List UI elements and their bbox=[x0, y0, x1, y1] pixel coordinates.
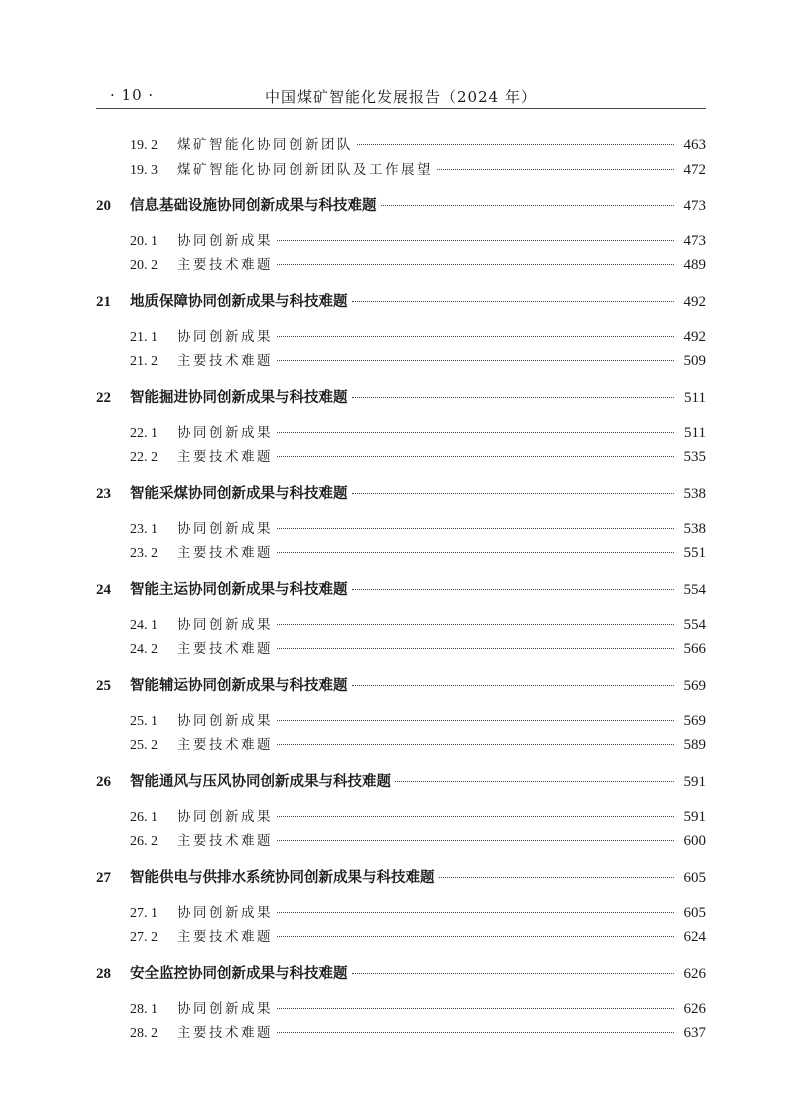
chapter-number: 21 bbox=[96, 294, 111, 310]
section-title: 协同创新成果 bbox=[177, 905, 273, 921]
running-title: 中国煤矿智能化发展报告（2024 年） bbox=[265, 88, 537, 106]
section-title: 主要技术难题 bbox=[177, 545, 273, 561]
dot-leader bbox=[437, 167, 674, 170]
section-number: 24. 1 bbox=[130, 618, 158, 633]
chapter-number: 23 bbox=[96, 486, 111, 502]
section-title: 主要技术难题 bbox=[177, 929, 273, 945]
dot-leader bbox=[352, 971, 675, 974]
toc-section-entry[interactable] bbox=[96, 637, 706, 659]
chapter-number: 27 bbox=[96, 870, 111, 886]
dot-leader bbox=[277, 526, 674, 529]
dot-leader bbox=[277, 838, 674, 841]
section-title: 协同创新成果 bbox=[177, 233, 273, 249]
page-ref: 538 bbox=[683, 486, 706, 502]
dot-leader bbox=[277, 454, 674, 457]
page-ref: 492 bbox=[683, 294, 706, 310]
toc-section-entry[interactable] bbox=[96, 997, 706, 1019]
chapter-number: 26 bbox=[96, 774, 111, 790]
section-number: 21. 2 bbox=[130, 354, 158, 369]
dot-leader bbox=[277, 934, 674, 937]
toc-section-entry[interactable] bbox=[96, 541, 706, 563]
section-number: 25. 2 bbox=[130, 738, 158, 753]
toc-chapter-entry[interactable] bbox=[96, 386, 706, 408]
dot-leader bbox=[352, 683, 675, 686]
toc-section-entry[interactable] bbox=[96, 901, 706, 923]
page-ref: 472 bbox=[683, 162, 706, 178]
page-ref: 463 bbox=[683, 137, 706, 153]
toc-section-entry[interactable] bbox=[96, 733, 706, 755]
section-number: 19. 2 bbox=[130, 138, 158, 153]
chapter-title: 安全监控协同创新成果与科技难题 bbox=[130, 966, 348, 982]
section-title: 煤矿智能化协同创新团队 bbox=[177, 137, 353, 153]
chapter-number: 28 bbox=[96, 966, 111, 982]
page-ref: 569 bbox=[683, 713, 706, 729]
section-number: 22. 1 bbox=[130, 426, 158, 441]
dot-leader bbox=[277, 814, 674, 817]
toc-section-entry[interactable] bbox=[96, 229, 706, 251]
dot-leader bbox=[277, 358, 674, 361]
toc-chapter-entry[interactable] bbox=[96, 866, 706, 888]
section-title: 协同创新成果 bbox=[177, 329, 273, 345]
toc-chapter-entry[interactable] bbox=[96, 290, 706, 312]
dot-leader bbox=[277, 334, 674, 337]
page-ref: 626 bbox=[683, 966, 706, 982]
chapter-number: 22 bbox=[96, 390, 111, 406]
section-title: 协同创新成果 bbox=[177, 1001, 273, 1017]
page-ref: 511 bbox=[684, 390, 706, 406]
page-ref: 509 bbox=[683, 353, 706, 369]
chapter-title: 智能供电与供排水系统协同创新成果与科技难题 bbox=[130, 870, 435, 886]
section-number: 20. 2 bbox=[130, 258, 158, 273]
section-title: 主要技术难题 bbox=[177, 257, 273, 273]
page-ref: 535 bbox=[683, 449, 706, 465]
section-number: 19. 3 bbox=[130, 163, 158, 178]
page-ref: 605 bbox=[683, 905, 706, 921]
page-ref: 624 bbox=[683, 929, 706, 945]
page-ref: 551 bbox=[683, 545, 706, 561]
section-number: 22. 2 bbox=[130, 450, 158, 465]
section-title: 主要技术难题 bbox=[177, 353, 273, 369]
dot-leader bbox=[277, 646, 674, 649]
page-ref: 589 bbox=[683, 737, 706, 753]
page-ref: 605 bbox=[683, 870, 706, 886]
toc-chapter-entry[interactable] bbox=[96, 674, 706, 696]
toc-section-entry[interactable] bbox=[96, 158, 706, 180]
toc-chapter-entry[interactable] bbox=[96, 578, 706, 600]
section-title: 煤矿智能化协同创新团队及工作展望 bbox=[177, 162, 433, 178]
page-ref: 566 bbox=[683, 641, 706, 657]
page-ref: 591 bbox=[683, 809, 706, 825]
page-ref: 489 bbox=[683, 257, 706, 273]
page-ref: 492 bbox=[683, 329, 706, 345]
page-ref: 473 bbox=[683, 198, 706, 214]
section-number: 26. 1 bbox=[130, 810, 158, 825]
page-ref: 554 bbox=[683, 617, 706, 633]
section-title: 协同创新成果 bbox=[177, 617, 273, 633]
chapter-title: 智能辅运协同创新成果与科技难题 bbox=[130, 678, 348, 694]
dot-leader bbox=[381, 203, 675, 206]
chapter-number: 24 bbox=[96, 582, 111, 598]
toc-chapter-entry[interactable] bbox=[96, 194, 706, 216]
page-ref: 626 bbox=[683, 1001, 706, 1017]
dot-leader bbox=[277, 910, 674, 913]
toc-section-entry[interactable] bbox=[96, 517, 706, 539]
chapter-title: 智能采煤协同创新成果与科技难题 bbox=[130, 486, 348, 502]
section-title: 协同创新成果 bbox=[177, 809, 273, 825]
toc-section-entry[interactable] bbox=[96, 925, 706, 947]
toc-chapter-entry[interactable] bbox=[96, 770, 706, 792]
dot-leader bbox=[352, 299, 675, 302]
dot-leader bbox=[277, 742, 674, 745]
section-title: 协同创新成果 bbox=[177, 713, 273, 729]
toc-section-entry[interactable] bbox=[96, 709, 706, 731]
chapter-title: 智能通风与压风协同创新成果与科技难题 bbox=[130, 774, 391, 790]
dot-leader bbox=[277, 718, 674, 721]
dot-leader bbox=[439, 875, 675, 878]
toc-chapter-entry[interactable] bbox=[96, 482, 706, 504]
section-number: 21. 1 bbox=[130, 330, 158, 345]
section-title: 主要技术难题 bbox=[177, 1025, 273, 1041]
section-number: 27. 1 bbox=[130, 906, 158, 921]
section-number: 23. 1 bbox=[130, 522, 158, 537]
dot-leader bbox=[277, 1006, 674, 1009]
toc-section-entry[interactable] bbox=[96, 133, 706, 155]
dot-leader bbox=[352, 491, 675, 494]
section-title: 协同创新成果 bbox=[177, 425, 273, 441]
section-number: 28. 2 bbox=[130, 1026, 158, 1041]
section-number: 28. 1 bbox=[130, 1002, 158, 1017]
dot-leader bbox=[395, 779, 674, 782]
section-number: 27. 2 bbox=[130, 930, 158, 945]
section-number: 25. 1 bbox=[130, 714, 158, 729]
section-number: 23. 2 bbox=[130, 546, 158, 561]
toc-section-entry[interactable] bbox=[96, 1021, 706, 1043]
page-ref: 538 bbox=[683, 521, 706, 537]
section-title: 协同创新成果 bbox=[177, 521, 273, 537]
section-number: 24. 2 bbox=[130, 642, 158, 657]
chapter-title: 智能掘进协同创新成果与科技难题 bbox=[130, 390, 348, 406]
toc-section-entry[interactable] bbox=[96, 253, 706, 275]
toc-section-entry[interactable] bbox=[96, 805, 706, 827]
dot-leader bbox=[277, 430, 674, 433]
dot-leader bbox=[277, 550, 674, 553]
page-ref: 637 bbox=[683, 1025, 706, 1041]
page-ref: 554 bbox=[683, 582, 706, 598]
chapter-title: 信息基础设施协同创新成果与科技难题 bbox=[130, 198, 377, 214]
page-ref: 569 bbox=[683, 678, 706, 694]
dot-leader bbox=[357, 142, 674, 145]
chapter-title: 地质保障协同创新成果与科技难题 bbox=[130, 294, 348, 310]
dot-leader bbox=[277, 1030, 674, 1033]
chapter-number: 25 bbox=[96, 678, 111, 694]
toc-section-entry[interactable] bbox=[96, 829, 706, 851]
section-number: 20. 1 bbox=[130, 234, 158, 249]
dot-leader bbox=[277, 262, 674, 265]
toc-section-entry[interactable] bbox=[96, 445, 706, 467]
section-title: 主要技术难题 bbox=[177, 449, 273, 465]
toc-chapter-entry[interactable] bbox=[96, 962, 706, 984]
page-ref: 511 bbox=[684, 425, 706, 441]
section-number: 26. 2 bbox=[130, 834, 158, 849]
chapter-number: 20 bbox=[96, 198, 111, 214]
dot-leader bbox=[277, 622, 674, 625]
dot-leader bbox=[277, 238, 674, 241]
toc-section-entry[interactable] bbox=[96, 613, 706, 635]
page-ref: 591 bbox=[683, 774, 706, 790]
page-number: · 10 · bbox=[110, 86, 155, 104]
page-ref: 473 bbox=[683, 233, 706, 249]
table-of-contents bbox=[96, 0, 706, 1119]
page-ref: 600 bbox=[683, 833, 706, 849]
toc-section-entry[interactable] bbox=[96, 325, 706, 347]
toc-section-entry[interactable] bbox=[96, 421, 706, 443]
section-title: 主要技术难题 bbox=[177, 833, 273, 849]
dot-leader bbox=[352, 587, 675, 590]
chapter-title: 智能主运协同创新成果与科技难题 bbox=[130, 582, 348, 598]
section-title: 主要技术难题 bbox=[177, 737, 273, 753]
dot-leader bbox=[352, 395, 675, 398]
toc-section-entry[interactable] bbox=[96, 349, 706, 371]
section-title: 主要技术难题 bbox=[177, 641, 273, 657]
